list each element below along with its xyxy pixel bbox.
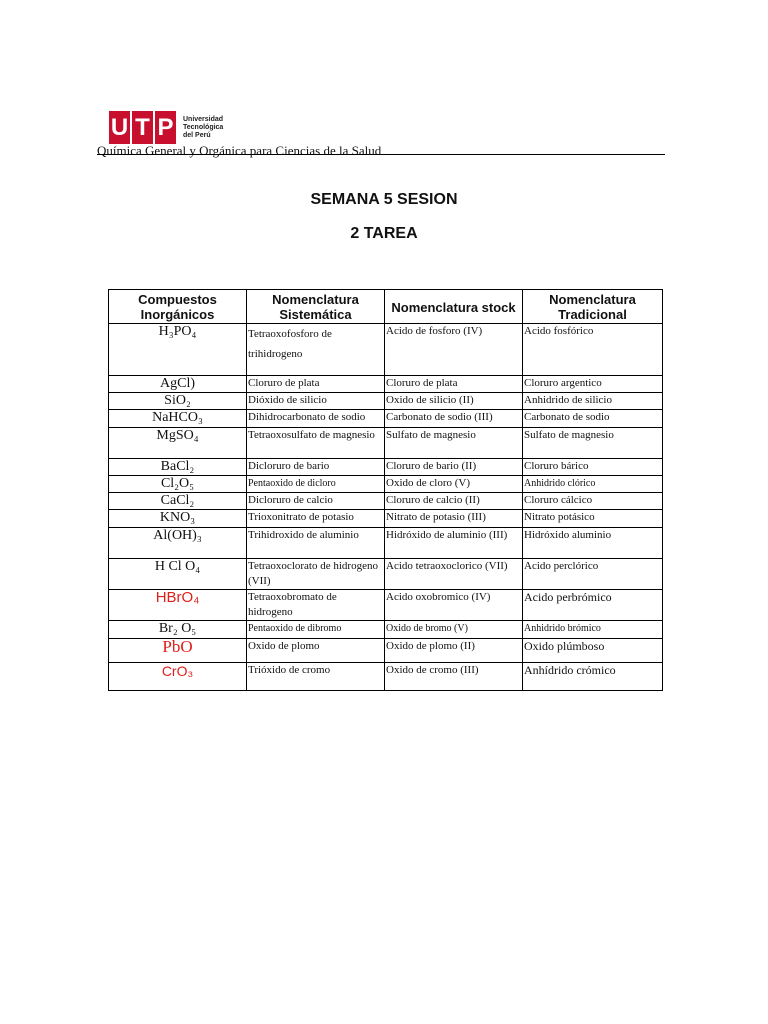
- table-row: [109, 493, 663, 510]
- logo-letter-t: T: [132, 111, 153, 144]
- header-stock: Nomenclatura stock: [385, 290, 523, 324]
- page-subtitle: 2 TAREA: [350, 225, 418, 242]
- table-row: [109, 590, 663, 621]
- compound-cell: NaHCO₃: [109, 410, 247, 428]
- logo-letter-p: P: [155, 111, 176, 144]
- utp-logo: [109, 111, 223, 144]
- stock-cell: Oxido de cromo (III): [385, 663, 523, 691]
- stock-cell: Nitrato de potasio (III): [385, 510, 523, 528]
- traditional-cell: Cloruro cálcico: [523, 493, 663, 510]
- traditional-cell: Cloruro bárico: [523, 459, 663, 476]
- systematic-cell: Pentaoxido de dicloro: [247, 476, 385, 493]
- stock-cell: Acido de fosforo (IV): [385, 324, 523, 376]
- systematic-cell: Cloruro de plata: [247, 376, 385, 393]
- stock-cell: Cloruro de bario (II): [385, 459, 523, 476]
- page-title: SEMANA 5 SESION: [310, 191, 458, 208]
- traditional-cell: Sulfato de magnesio: [523, 428, 663, 459]
- stock-cell: Oxido de silicio (II): [385, 393, 523, 410]
- traditional-cell: Hidróxido aluminio: [523, 528, 663, 559]
- stock-cell: Oxido de cloro (V): [385, 476, 523, 493]
- compound-cell: H₃PO₄: [109, 324, 247, 376]
- stock-cell: Oxido de plomo (II): [385, 639, 523, 663]
- header-sistematica: Nomenclatura Sistemática: [247, 290, 385, 324]
- systematic-cell: Trihidroxido de aluminio: [247, 528, 385, 559]
- table-row: [109, 428, 663, 459]
- systematic-cell: Tetraoxosulfato de magnesio: [247, 428, 385, 459]
- compound-cell: HBrO₄: [109, 590, 247, 621]
- systematic-cell: Tetraoxofosforo de trihidrogeno: [247, 324, 385, 376]
- table-row: [109, 510, 663, 528]
- logo-university-name: Universidad Tecnológica del Perú: [183, 115, 224, 139]
- stock-cell: Acido oxobromico (IV): [385, 590, 523, 621]
- header-divider: [97, 154, 665, 155]
- table-row: [109, 476, 663, 493]
- compound-cell: KNO₃: [109, 510, 247, 528]
- systematic-cell: Tetraoxobromato de hidrogeno: [247, 590, 385, 621]
- systematic-cell: Trioxonitrato de potasio: [247, 510, 385, 528]
- traditional-cell: Carbonato de sodio: [523, 410, 663, 428]
- stock-cell: Sulfato de magnesio: [385, 428, 523, 459]
- traditional-cell: Anhídrido crómico: [523, 663, 663, 691]
- systematic-cell: Dicloruro de bario: [247, 459, 385, 476]
- traditional-cell: Acido fosfórico: [523, 324, 663, 376]
- systematic-cell: Dióxido de silicio: [247, 393, 385, 410]
- traditional-cell: Anhidrido clórico: [523, 476, 663, 493]
- stock-cell: Cloruro de calcio (II): [385, 493, 523, 510]
- compound-cell: Cl₂O₅: [109, 476, 247, 493]
- systematic-cell: Dicloruro de calcio: [247, 493, 385, 510]
- systematic-cell: Dihidrocarbonato de sodio: [247, 410, 385, 428]
- table-row: [109, 528, 663, 559]
- compound-cell: CaCl₂: [109, 493, 247, 510]
- stock-cell: Carbonato de sodio (III): [385, 410, 523, 428]
- systematic-cell: Oxido de plomo: [247, 639, 385, 663]
- table-header-row: [109, 290, 663, 324]
- table-row: [109, 559, 663, 590]
- table-row: [109, 376, 663, 393]
- course-title: Química General y Orgánica para Ciencias de la Salud: [97, 143, 382, 158]
- traditional-cell: Anhidrido de silicio: [523, 393, 663, 410]
- compound-cell: CrO₃: [109, 663, 247, 691]
- table-row: [109, 410, 663, 428]
- compound-cell: SiO₂: [109, 393, 247, 410]
- traditional-cell: Acido perclórico: [523, 559, 663, 590]
- compound-cell: Al(OH)₃: [109, 528, 247, 559]
- nomenclature-table: [108, 289, 663, 691]
- traditional-cell: Oxido plúmboso: [523, 639, 663, 663]
- systematic-cell: Trióxido de cromo: [247, 663, 385, 691]
- traditional-cell: Acido perbrómico: [523, 590, 663, 621]
- systematic-cell: Tetraoxoclorato de hidrogeno (VII): [247, 559, 385, 590]
- compound-cell: MgSO₄: [109, 428, 247, 459]
- stock-cell: Oxido de bromo (V): [385, 621, 523, 639]
- compound-cell: Br₂ O₅: [109, 621, 247, 639]
- table-row: [109, 393, 663, 410]
- table-row: [109, 459, 663, 476]
- table-row: [109, 663, 663, 691]
- systematic-cell: Pentaoxido de dibromo: [247, 621, 385, 639]
- traditional-cell: Cloruro argentico: [523, 376, 663, 393]
- header-tradicional: Nomenclatura Tradicional: [523, 290, 663, 324]
- compound-cell: BaCl₂: [109, 459, 247, 476]
- table-row: [109, 324, 663, 376]
- compound-cell: AgCl): [109, 376, 247, 393]
- compound-cell: H Cl O₄: [109, 559, 247, 590]
- compound-cell: PbO: [109, 639, 247, 663]
- header-compuestos: Compuestos Inorgánicos: [109, 290, 247, 324]
- stock-cell: Acido tetraoxoclorico (VII): [385, 559, 523, 590]
- table-row: [109, 621, 663, 639]
- traditional-cell: Nitrato potásico: [523, 510, 663, 528]
- stock-cell: Hidróxido de aluminio (III): [385, 528, 523, 559]
- table-row: [109, 639, 663, 663]
- stock-cell: Cloruro de plata: [385, 376, 523, 393]
- logo-letter-u: U: [109, 111, 130, 144]
- traditional-cell: Anhidrido brómico: [523, 621, 663, 639]
